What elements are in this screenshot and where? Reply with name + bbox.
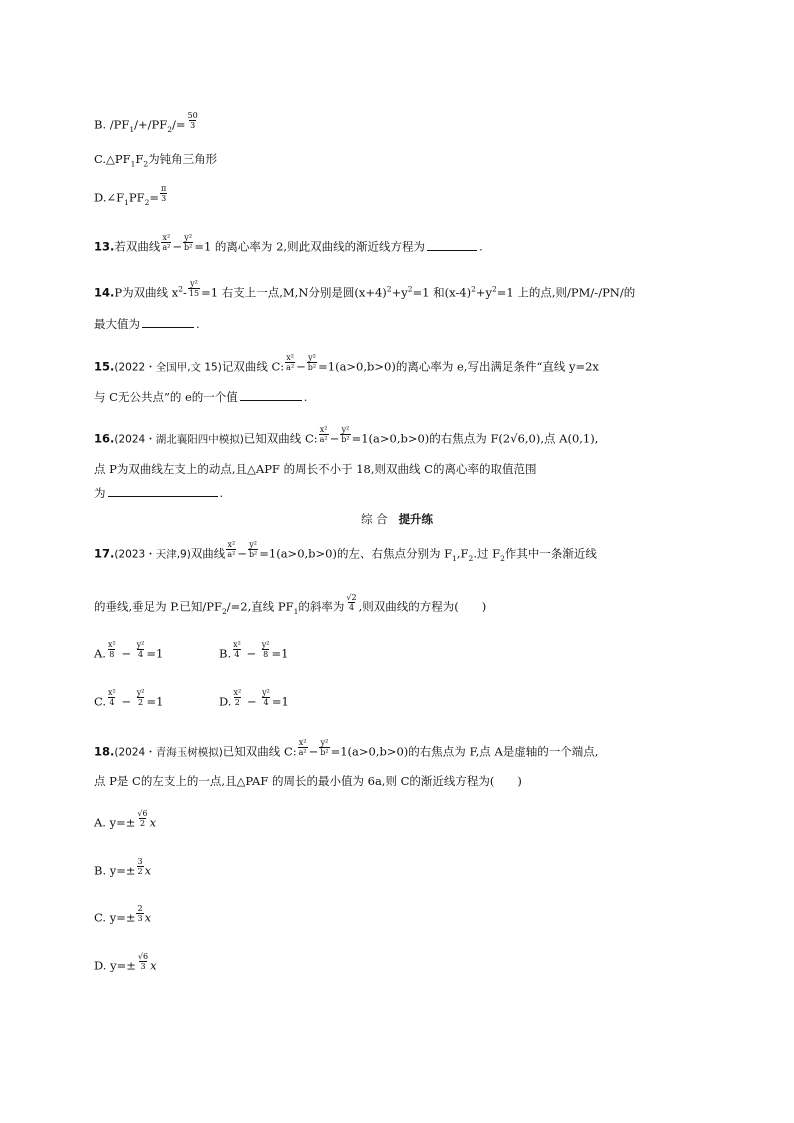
minus-sign: −	[296, 359, 306, 374]
numerator: √6	[137, 809, 148, 818]
minus-sign: −	[237, 546, 247, 561]
fraction	[248, 540, 258, 559]
question-text: .	[196, 317, 200, 331]
question-text: .	[219, 486, 224, 500]
question-number: 17.	[94, 546, 115, 561]
denominator: 8	[263, 650, 269, 659]
numerator: y²	[262, 688, 270, 697]
numerator: x²	[233, 640, 241, 649]
equals-one: =1	[271, 694, 289, 709]
numerator: x²	[107, 640, 116, 649]
q18-option-d[interactable]	[94, 952, 157, 976]
question-text: 双曲线	[190, 546, 226, 561]
numerator: y²	[261, 640, 270, 649]
question-14-line2	[94, 316, 200, 332]
denominator: a²	[298, 748, 307, 757]
numerator: x²	[319, 425, 328, 434]
subscript: 1	[293, 606, 299, 616]
option-text: /+/PF	[134, 117, 168, 132]
option-text: =	[149, 190, 160, 205]
equals-one: =1	[271, 646, 289, 661]
q18-option-b[interactable]	[94, 857, 152, 881]
equals-one: =1	[146, 646, 164, 661]
question-number: 13.	[94, 239, 115, 254]
fraction	[232, 640, 242, 659]
numerator: π	[161, 184, 167, 193]
minus-sign: −	[246, 694, 257, 709]
fraction	[160, 184, 167, 203]
q17-option-c[interactable]	[94, 688, 164, 712]
section-heading	[0, 511, 794, 527]
option-label: C.	[94, 694, 107, 709]
question-source: (2022・全国甲,文 15)	[114, 361, 222, 374]
subscript: 1	[124, 197, 129, 207]
superscript: 2	[386, 284, 392, 294]
variable-x: x	[150, 958, 157, 973]
fraction	[261, 688, 271, 707]
fraction	[183, 233, 193, 252]
answer-blank[interactable]	[108, 485, 218, 497]
numerator: y²	[184, 233, 193, 242]
fraction	[345, 593, 357, 612]
question-text: .	[479, 239, 483, 254]
option-label: B. y=±	[94, 863, 136, 878]
q12-option-c: $C.\triangle PF_1F_2$为钝角三角形	[94, 152, 218, 169]
question-14: 14.P为双曲线 $x^2-$ $\frac{\text{y²}}{15}$ =1 右支上一点,M,N分别是圆$(x+4)^2+y^2=1$ 和$(x-4)^2+y^2=1$ 上的点,则/PM/-/PN/的	[94, 279, 636, 300]
question-text: =1(a>0,b>0)的离心率为 e,写出满足条件“直线 y=2x	[318, 359, 599, 374]
denominator: b²	[248, 550, 258, 559]
denominator: b²	[320, 748, 329, 757]
question-text: ,F	[456, 546, 469, 561]
fraction	[136, 688, 146, 707]
fraction	[307, 353, 317, 372]
numerator: 2	[137, 904, 143, 913]
denominator: a²	[162, 243, 171, 252]
question-18-line2	[94, 773, 522, 789]
denominator: 3	[137, 914, 143, 923]
fraction	[161, 233, 171, 252]
numerator: y²	[136, 640, 145, 649]
denominator: 2	[139, 819, 146, 828]
q17-option-a[interactable]	[94, 640, 164, 664]
fraction	[340, 425, 350, 444]
question-text: P为双曲线 x	[114, 285, 179, 300]
fraction	[261, 640, 271, 659]
answer-blank[interactable]	[142, 316, 194, 328]
subscript: 2	[144, 197, 150, 207]
fraction	[319, 425, 329, 444]
q17-option-b[interactable]	[219, 640, 289, 664]
q12-option-b	[94, 111, 200, 135]
minus-sign: −	[246, 646, 257, 661]
q18-option-a[interactable]	[94, 809, 157, 833]
variable-x: x	[149, 815, 157, 830]
numerator: y²	[308, 353, 316, 362]
option-text: PF	[128, 190, 145, 205]
option-label: A.	[94, 646, 106, 661]
denominator: 3	[140, 962, 146, 971]
question-text: =1(a>0,b>0)的左、右焦点分别为 F	[259, 546, 453, 561]
numerator: 50	[187, 111, 198, 120]
question-text: 已知双曲线 C:	[222, 744, 297, 759]
option-label: B.	[219, 646, 232, 661]
option-text: /=	[172, 117, 186, 132]
subscript: 2	[143, 159, 149, 169]
numerator: √2	[346, 593, 357, 602]
denominator: 15	[188, 289, 200, 298]
fraction	[137, 857, 144, 876]
option-text: C.△PF	[94, 152, 131, 166]
superscript: 2	[471, 284, 476, 294]
question-text: 若双曲线	[114, 239, 161, 254]
denominator: b²	[184, 243, 193, 252]
question-text: /=2,直线 PF	[226, 599, 294, 614]
fraction	[285, 353, 295, 372]
question-number: 18.	[94, 744, 115, 759]
numerator: 3	[137, 857, 143, 866]
question-text: =1 上的点,则/PM/-/PN/的	[496, 285, 636, 300]
numerator: x²	[233, 688, 242, 697]
numerator: x²	[227, 540, 236, 549]
question-text: 已知双曲线 C:	[243, 431, 318, 446]
equals-one: =1	[146, 694, 164, 709]
fraction	[107, 640, 117, 659]
question-text: 的斜率为	[298, 599, 345, 614]
question-text: .过 F	[473, 546, 501, 561]
fraction	[232, 688, 242, 707]
question-text: ,则双曲线的方程为( )	[358, 599, 487, 614]
numerator: x²	[108, 688, 116, 697]
answer-blank[interactable]	[240, 389, 302, 401]
denominator: 2	[137, 867, 143, 876]
question-13	[94, 233, 483, 257]
question-17	[94, 540, 597, 564]
minus-sign: −	[329, 431, 340, 446]
denominator: 4	[137, 650, 144, 659]
denominator: 4	[109, 698, 115, 707]
numerator: y²	[341, 425, 350, 434]
question-text: =1 右支上一点,M,N分别是圆(x+4)	[201, 285, 387, 300]
section-subtitle: 提升练	[398, 512, 434, 526]
denominator: a²	[286, 363, 295, 372]
fraction	[226, 540, 236, 559]
denominator: b²	[307, 363, 317, 372]
question-number: 15.	[94, 359, 115, 374]
variable-x: x	[144, 910, 152, 925]
subscript: 1	[130, 159, 136, 169]
denominator: 4	[234, 650, 240, 659]
fraction	[136, 904, 143, 923]
section-title: 综 合	[360, 512, 388, 526]
question-source: (2024・湖北襄阳四中模拟)	[114, 433, 244, 446]
option-label: C. y=±	[94, 910, 136, 925]
question-text: +y	[475, 285, 492, 300]
question-16-line2	[94, 461, 536, 477]
subscript: 1	[452, 553, 457, 563]
question-text: =1(a>0,b>0)的右焦点为 F,点 A是虚轴的一个端点,	[330, 744, 599, 759]
fraction	[136, 809, 148, 828]
question-17-line2	[94, 593, 487, 617]
subscript: 2	[500, 553, 505, 563]
numerator: y²	[320, 738, 329, 747]
denominator: 4	[263, 698, 269, 707]
fraction	[188, 279, 200, 298]
question-16-line3	[94, 485, 223, 501]
question-text: 作其中一条渐近线	[504, 546, 597, 561]
option-text: 为钝角三角形	[148, 152, 218, 166]
question-source: (2023・天津,9)	[114, 548, 191, 561]
question-15	[94, 353, 599, 377]
question-text: .	[303, 390, 308, 404]
denominator: 3	[190, 121, 196, 130]
numerator: x²	[162, 233, 171, 242]
subscript: 2	[468, 553, 474, 563]
numerator: x²	[286, 353, 295, 362]
q17-option-d[interactable]	[219, 688, 289, 712]
fraction	[136, 640, 146, 659]
question-text: 点 P为双曲线左支上的动点,且△APF 的周长不小于 18,则双曲线 C的离心率的取值范围	[94, 462, 537, 476]
subscript: 1	[129, 124, 135, 134]
numerator: x²	[298, 738, 307, 747]
numerator: √6	[137, 952, 149, 961]
fraction	[319, 738, 329, 757]
question-source: (2024・青海玉树模拟)	[114, 746, 223, 759]
question-text: +y	[391, 285, 408, 300]
question-15-line2	[94, 389, 307, 405]
denominator: a²	[319, 435, 328, 444]
option-label: D.	[219, 694, 232, 709]
q18-option-c[interactable]	[94, 904, 152, 928]
question-text: =1 和(x-4)	[412, 285, 472, 300]
fraction	[187, 111, 199, 130]
denominator: b²	[341, 435, 350, 444]
superscript: 2	[407, 284, 413, 294]
question-18	[94, 738, 599, 762]
minus-sign: −	[172, 239, 182, 254]
question-number: 14.	[94, 285, 115, 300]
numerator: y²	[249, 540, 257, 549]
superscript: 2	[178, 284, 184, 294]
question-text: 为	[94, 486, 106, 500]
option-label: A. y=±	[94, 815, 136, 830]
denominator: a²	[227, 550, 236, 559]
minus-sign: −	[121, 694, 132, 709]
answer-blank[interactable]	[427, 239, 477, 251]
variable-x: x	[144, 863, 152, 878]
subscript: 2	[167, 124, 173, 134]
superscript: 2	[492, 284, 497, 294]
subscript: 2	[221, 606, 227, 616]
question-text: =1 的离心率为 2,则此双曲线的渐近线方程为	[194, 239, 426, 254]
denominator: 3	[161, 194, 167, 203]
minus-sign: −	[308, 744, 319, 759]
numerator: y²	[136, 688, 145, 697]
denominator: 2	[234, 698, 240, 707]
question-number: 16.	[94, 431, 115, 446]
question-16	[94, 425, 599, 449]
question-text: 最大值为	[94, 317, 140, 331]
denominator: 2	[138, 698, 144, 707]
fraction	[107, 688, 117, 707]
question-text: 的垂线,垂足为 P.已知/PF	[94, 599, 222, 614]
question-text: 记双曲线 C:	[221, 359, 285, 374]
fraction	[298, 738, 308, 757]
question-text: 与 C无公共点”的 e的一个值	[94, 390, 238, 404]
denominator: 4	[348, 603, 355, 612]
denominator: 8	[109, 650, 115, 659]
numerator: y²	[190, 279, 198, 288]
option-text: B. /PF	[94, 117, 130, 132]
minus-sign: −	[121, 646, 131, 661]
fraction	[137, 952, 149, 971]
q12-option-d	[94, 184, 168, 208]
question-text: 点 P是 C的左支上的一点,且△PAF 的周长的最小值为 6a,则 C的渐近线方程为( )	[94, 774, 522, 788]
option-text: D.∠F	[94, 190, 125, 205]
option-label: D. y=±	[94, 958, 136, 973]
question-text: =1(a>0,b>0)的右焦点为 F(2√6,0),点 A(0,1),	[351, 431, 599, 446]
